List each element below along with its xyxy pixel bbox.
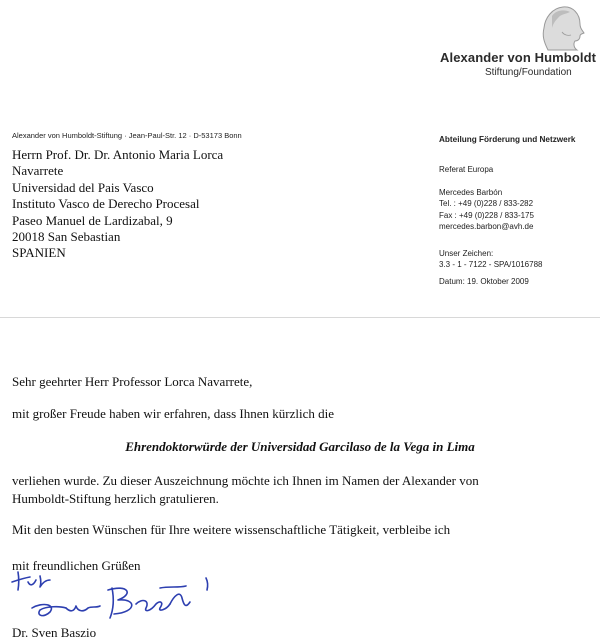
salutation: Sehr geehrter Herr Professor Lorca Navarrete, — [12, 374, 253, 389]
fold-line — [0, 317, 600, 318]
recipient-line: Paseo Manuel de Lardizabal, 9 — [12, 212, 173, 228]
recipient-line: Universidad del Pais Vasco — [12, 179, 154, 195]
paragraph-line: Humboldt-Stiftung herzlich gratulieren. — [12, 491, 219, 506]
handwritten-signature — [10, 568, 230, 630]
logo-name: Alexander von Humboldt — [440, 50, 597, 65]
reference-label: Unser Zeichen: — [439, 249, 494, 258]
logo-subtitle: Stiftung/Foundation — [485, 67, 572, 78]
contact-tel: Tel. : +49 (0)228 / 833-282 — [439, 199, 534, 209]
contact-name: Mercedes Barbón — [439, 188, 503, 197]
referat-label: Referat Europa — [439, 165, 494, 174]
recipient-line: Instituto Vasco de Derecho Procesal — [12, 196, 200, 212]
closing: mit freundlichen Grüßen — [12, 558, 141, 573]
recipient-address — [12, 147, 223, 262]
signer-name: Dr. Sven Baszio — [12, 625, 97, 640]
recipient-line: Herrn Prof. Dr. Dr. Antonio Maria Lorca — [12, 147, 224, 162]
department-label: Abteilung Förderung und Netzwerk — [439, 135, 576, 144]
contact-fax: Fax : +49 (0)228 / 833-175 — [439, 210, 534, 220]
paragraph-wishes: Mit den besten Wünschen für Ihre weitere wissenschaftliche Tätigkeit, verbleibe ich — [12, 522, 451, 537]
contact-block — [439, 187, 534, 232]
humboldt-portrait-icon — [528, 2, 590, 52]
letter-date: Datum: 19. Oktober 2009 — [439, 277, 529, 286]
recipient-line: SPANIEN — [12, 245, 66, 261]
paragraph-intro: mit großer Freude haben wir erfahren, dass Ihnen kürzlich die — [12, 406, 334, 421]
paragraph-congratulation — [12, 472, 479, 508]
sender-address-line: Alexander von Humboldt-Stiftung · Jean-Paul-Str. 12 · D-53173 Bonn — [12, 131, 242, 140]
reference-block — [439, 248, 542, 270]
contact-email: mercedes.barbon@avh.de — [439, 221, 534, 231]
recipient-line: 20018 San Sebastian — [12, 229, 121, 245]
reference-value: 3.3 - 1 - 7122 - SPA/1016788 — [439, 260, 543, 269]
honorary-degree-title: Ehrendoktorwürde der Universidad Garcilaso de la Vega in Lima — [125, 439, 475, 454]
recipient-line: Navarrete — [12, 163, 64, 179]
paragraph-line: verliehen wurde. Zu dieser Auszeichnung möchte ich Ihnen im Namen der Alexander von — [12, 473, 479, 488]
